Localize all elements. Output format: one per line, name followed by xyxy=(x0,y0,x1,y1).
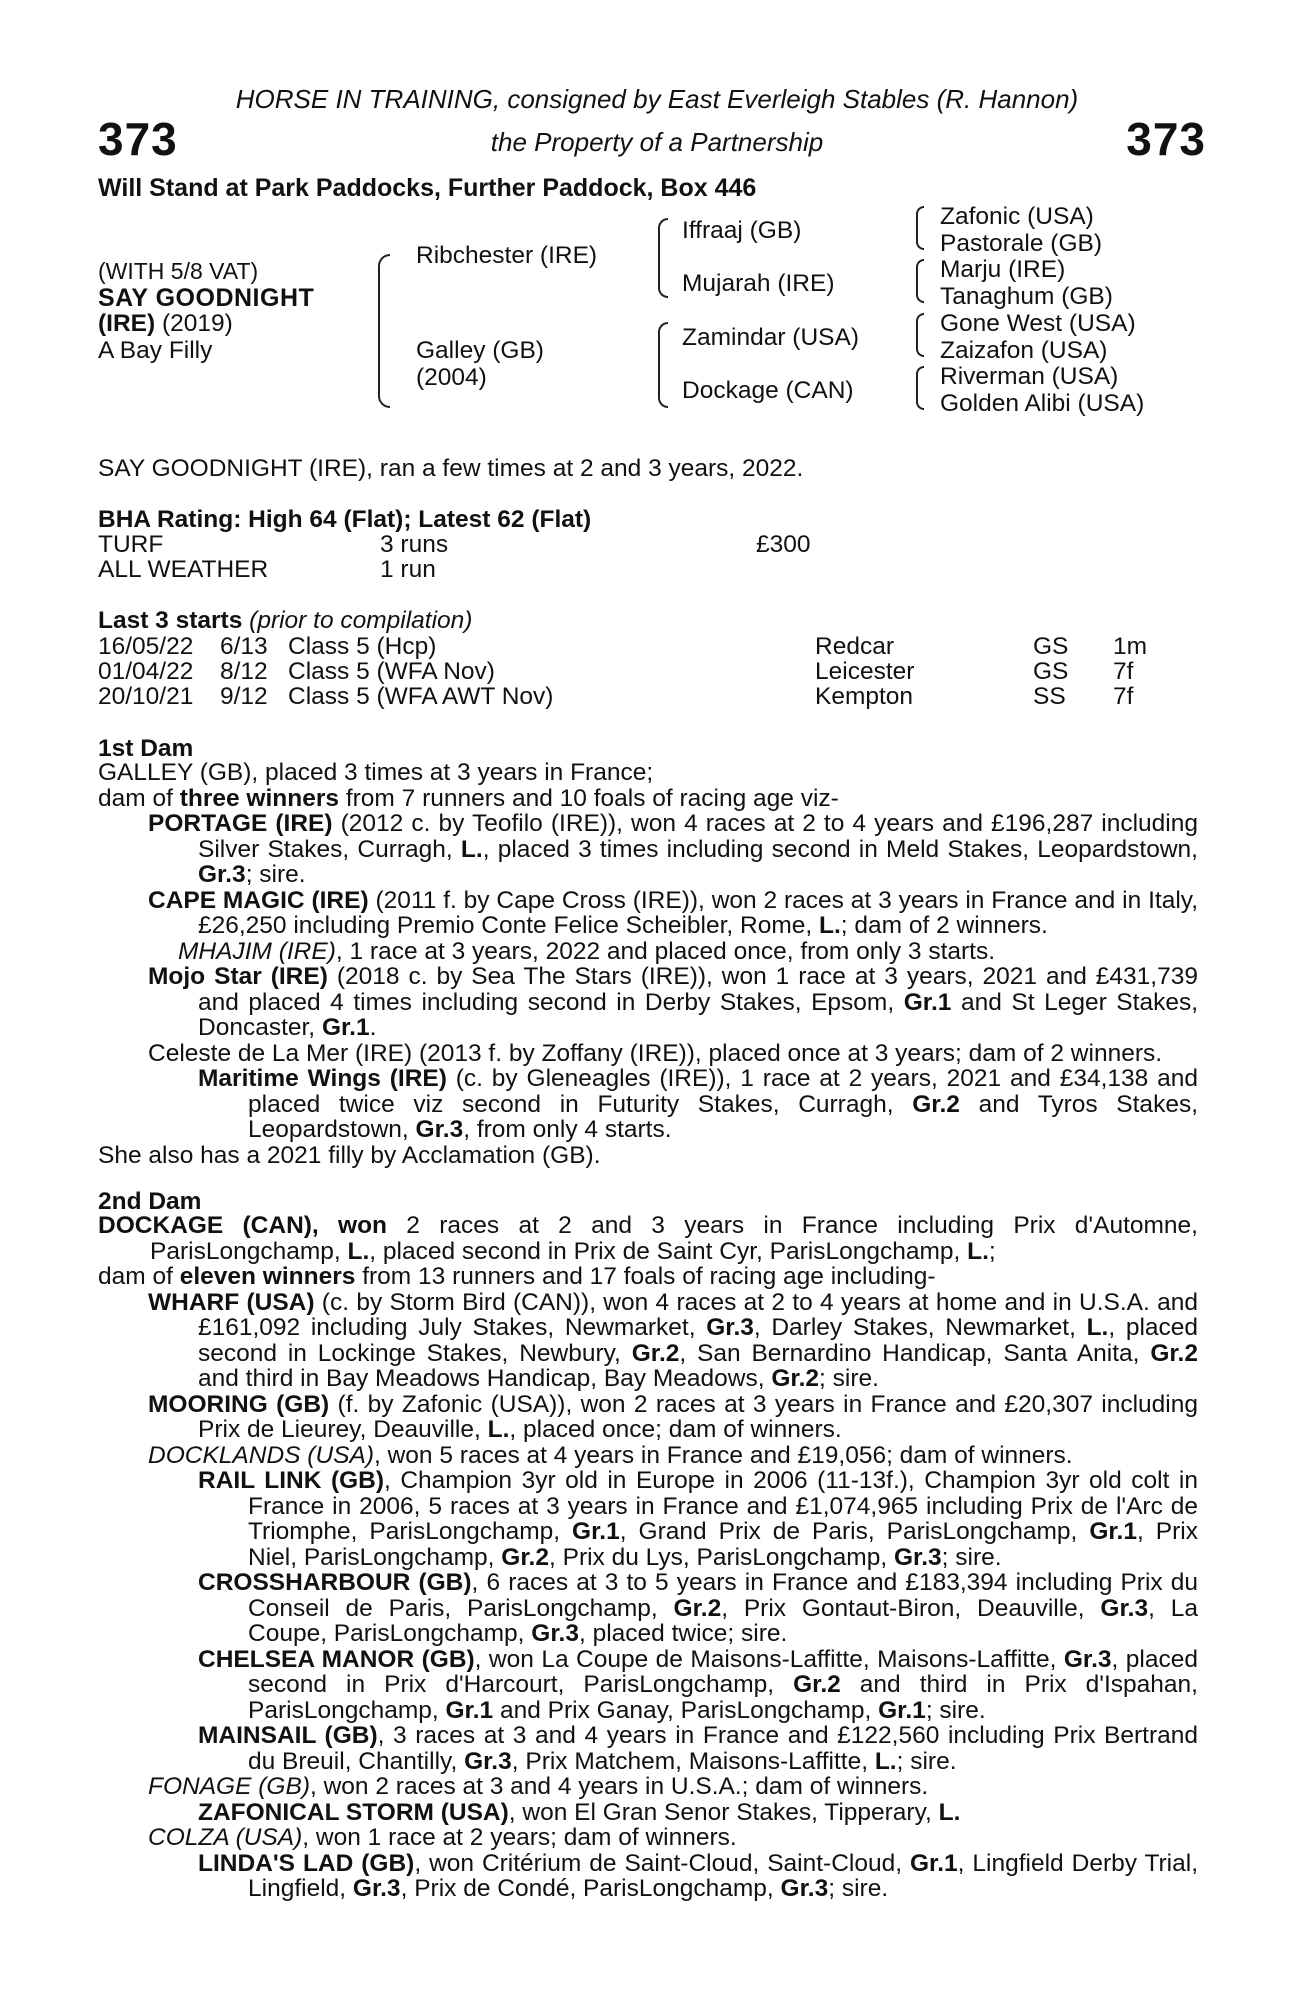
progeny-text: ; sire. xyxy=(828,1875,889,1902)
progeny-rail-link xyxy=(98,1468,1198,1570)
listed-mark: L. xyxy=(460,835,483,863)
progeny-name: MAINSAIL (GB) xyxy=(198,1722,378,1749)
pedigree-sire: Ribchester (IRE) xyxy=(416,242,598,269)
listed-mark: L. xyxy=(874,1747,897,1775)
progeny-text: ; sire. xyxy=(925,1696,986,1724)
horse-description: A Bay Filly xyxy=(98,337,213,364)
pedigree-g1: Zafonic (USA) xyxy=(940,203,1094,230)
progeny-text: , Prix Matchem, Maisons-Laffitte, xyxy=(511,1747,875,1775)
turf-label: TURF xyxy=(98,531,164,558)
progeny-fonage xyxy=(98,1774,1198,1800)
group-mark: Gr.2 xyxy=(771,1365,820,1392)
group-mark: Gr.3 xyxy=(464,1747,512,1775)
group-mark: Gr.3 xyxy=(198,861,246,888)
all-weather-row xyxy=(98,556,1198,582)
lot-number-right: 373 xyxy=(1126,113,1206,165)
pedigree-brace-dam xyxy=(658,322,668,408)
group-mark: Gr.1 xyxy=(903,988,952,1016)
progeny-text: , Darley Stakes, Newmarket, xyxy=(753,1314,1087,1341)
group-mark: Gr.3 xyxy=(1063,1645,1112,1673)
progeny-text: , Prix Niel, ParisLongchamp, xyxy=(248,1518,1198,1571)
property-line: the Property of a Partnership xyxy=(490,127,824,157)
dockage-line xyxy=(98,1213,1198,1264)
first-dam-section xyxy=(98,760,1198,1168)
second-dam-section xyxy=(98,1213,1198,1902)
progeny-text: ; sire. xyxy=(896,1747,957,1775)
second-dam-heading: 2nd Dam xyxy=(98,1188,202,1215)
group-mark: Gr.3 xyxy=(780,1875,829,1902)
horse-origin-year xyxy=(98,310,233,338)
progeny-name: MHAJIM (IRE) xyxy=(178,937,336,965)
progeny-text: , 3 races at 3 and 4 years in France and £122,560 including Prix Bertrand du Breuil, Chantilly, xyxy=(248,1722,1199,1775)
lot-number-left: 373 xyxy=(98,113,178,165)
group-mark: Gr.2 xyxy=(1150,1339,1198,1367)
listed-mark: L. xyxy=(967,1237,989,1265)
progeny-mooring xyxy=(98,1392,1198,1443)
progeny-text: , won 5 races at 4 years in France and £19,056; dam of winners. xyxy=(373,1441,1073,1469)
start-distance: 7f xyxy=(1113,683,1134,710)
pedigree-g2: Pastorale (GB) xyxy=(940,230,1103,257)
pedigree-g4: Tanaghum (GB) xyxy=(940,283,1113,310)
second-damof-line xyxy=(98,1264,1198,1290)
group-mark: Gr.1 xyxy=(1089,1518,1137,1545)
progeny-text: , La Coupe, ParisLongchamp, xyxy=(248,1594,1198,1647)
last-starts-heading xyxy=(98,607,472,635)
start-row xyxy=(98,683,1198,709)
damof-suffix: from 13 runners and 17 foals of racing age including- xyxy=(355,1263,936,1290)
progeny-text: , placed twice; sire. xyxy=(578,1620,788,1647)
progeny-text: (c. by Storm Bird (CAN)), won 4 races at 2 to 4 years at home and in U.S.A. and £161,092 including July Stakes, Newmarket, xyxy=(198,1288,1198,1341)
progeny-text: , 1 race at 3 years, 2022 and placed once, from only 3 starts. xyxy=(335,937,996,965)
group-mark: Gr.1 xyxy=(909,1849,958,1877)
pedigree-g8: Golden Alibi (USA) xyxy=(940,390,1145,417)
last-starts-title: Last 3 starts xyxy=(98,607,243,634)
start-race: Class 5 (WFA Nov) xyxy=(288,658,495,685)
progeny-name: CAPE MAGIC (IRE) xyxy=(148,886,369,914)
listed-mark: L. xyxy=(819,912,841,939)
progeny-celeste xyxy=(98,1041,1198,1067)
bha-rating: BHA Rating: High 64 (Flat); Latest 62 (Flat) xyxy=(98,506,592,533)
pedigree-g5: Gone West (USA) xyxy=(940,310,1136,337)
pedigree-brace-g56 xyxy=(916,313,924,357)
race-summary: SAY GOODNIGHT (IRE), ran a few times at 2 and 3 years, 2022. xyxy=(98,455,804,482)
pedigree-dam-dam: Dockage (CAN) xyxy=(682,377,854,404)
also-has-line: She also has a 2021 filly by Acclamation (GB). xyxy=(98,1141,601,1169)
progeny-mhajim xyxy=(98,939,1198,965)
dockage-text: 2 races at 2 and 3 years in France including Prix d'Automne, ParisLongchamp, xyxy=(150,1212,1198,1265)
progeny-name: Mojo Star (IRE) xyxy=(148,963,328,990)
progeny-text: , placed 3 times including second in Meld Stakes, Leopardstown, xyxy=(482,835,1198,863)
start-going: GS xyxy=(1033,658,1069,685)
progeny-text: . xyxy=(369,1014,377,1041)
progeny-text: , placed second in Prix d'Harcourt, ParisLongchamp, xyxy=(248,1645,1198,1698)
damof-prefix: dam of xyxy=(98,1263,180,1290)
pedigree-g7: Riverman (USA) xyxy=(940,363,1119,390)
first-dam-line1: GALLEY (GB), placed 3 times at 3 years in France; xyxy=(98,759,654,786)
progeny-portage xyxy=(98,811,1198,888)
progeny-text: , from only 4 starts. xyxy=(463,1116,672,1143)
progeny-name: RAIL LINK (GB) xyxy=(198,1467,385,1494)
progeny-wharf xyxy=(98,1290,1198,1392)
last-starts-note: (prior to compilation) xyxy=(242,607,473,634)
progeny-text: ; sire. xyxy=(819,1365,879,1392)
horse-name: SAY GOODNIGHT xyxy=(98,284,315,312)
pedigree-brace-g12 xyxy=(916,206,924,250)
progeny-text: , won 1 race at 2 years; dam of winners. xyxy=(302,1824,737,1851)
group-mark: Gr.1 xyxy=(572,1518,620,1545)
progeny-name: COLZA (USA) xyxy=(148,1824,303,1851)
consignor-line: HORSE IN TRAINING, consigned by East Everleigh Stables (R. Hannon) xyxy=(235,84,1079,114)
progeny-text: ; dam of 2 winners. xyxy=(840,912,1048,939)
progeny-name: PORTAGE (IRE) xyxy=(148,810,333,837)
progeny-text: , Prix du Lys, ParisLongchamp, xyxy=(548,1543,894,1571)
dockage-text: , placed second in Prix de Saint Cyr, ParisLongchamp, xyxy=(369,1237,968,1265)
progeny-cape-magic xyxy=(98,888,1198,939)
progeny-name: LINDA'S LAD (GB) xyxy=(198,1849,415,1877)
progeny-text: , won 2 races at 3 and 4 years in U.S.A.; dam of winners. xyxy=(309,1773,929,1800)
group-mark: Gr.1 xyxy=(878,1696,926,1724)
progeny-text: (2011 f. by Cape Cross (IRE)), won 2 races at 3 years in France and in Italy, £26,250 including Premio Conte Felice Scheibler, Rome, xyxy=(198,886,1199,939)
progeny-mojo-star xyxy=(98,964,1198,1041)
group-mark: Gr.3 xyxy=(893,1543,942,1571)
pedigree-dam-sire: Zamindar (USA) xyxy=(682,324,859,351)
pedigree-g3: Marju (IRE) xyxy=(940,256,1066,283)
winners-count: three winners xyxy=(179,784,340,812)
progeny-lindas-lad xyxy=(98,1851,1198,1902)
progeny-text: (2018 c. by Sea The Stars (IRE)), won 1 race at 3 years, 2021 and £431,739 and placed 4 times including second in Derby Stakes, Epsom, xyxy=(198,963,1198,1016)
progeny-text: , Prix Gontaut-Biron, Deauville, xyxy=(721,1594,1101,1622)
progeny-name: Maritime Wings (IRE) xyxy=(198,1065,447,1092)
progeny-text: , San Bernardino Handicap, Santa Anita, xyxy=(679,1339,1151,1367)
group-mark: Gr.2 xyxy=(793,1671,841,1698)
progeny-name: MOORING (GB) xyxy=(148,1390,330,1418)
first-dam-heading: 1st Dam xyxy=(98,735,194,762)
start-date: 01/04/22 xyxy=(98,658,194,685)
aw-label: ALL WEATHER xyxy=(98,556,269,583)
dockage-text: ; xyxy=(988,1237,996,1265)
group-mark: Gr.3 xyxy=(415,1116,464,1143)
progeny-text: , Champion 3yr old in Europe in 2006 (11-13f.), Champion 3yr old colt in France in 2006, 5 races at 3 years in France and £1,074,965 including Prix de l'Arc de Triomphe, ParisLongchamp, xyxy=(248,1467,1198,1545)
listed-mark: L. xyxy=(347,1237,370,1265)
progeny-text: , placed second in Lockinge Stakes, Newbury, xyxy=(198,1314,1199,1367)
start-position: 9/12 xyxy=(220,683,268,710)
progeny-name: CROSSHARBOUR (GB) xyxy=(198,1569,472,1596)
vat-note: (WITH 5/8 VAT) xyxy=(98,258,259,284)
progeny-name: FONAGE (GB) xyxy=(148,1773,310,1800)
dockage-won: , won xyxy=(311,1212,388,1239)
stand-location: Will Stand at Park Paddocks, Further Paddock, Box 446 xyxy=(98,174,757,202)
dockage-name: DOCKAGE (CAN) xyxy=(98,1212,312,1239)
group-mark: Gr.3 xyxy=(1100,1594,1149,1622)
progeny-text: ; sire. xyxy=(245,861,306,888)
start-race: Class 5 (WFA AWT Nov) xyxy=(288,683,554,710)
listed-mark: L. xyxy=(487,1416,510,1443)
progeny-text: and St Leger Stakes, Doncaster, xyxy=(198,988,1199,1041)
start-race: Class 5 (Hcp) xyxy=(288,633,437,660)
pedigree-g6: Zaizafon (USA) xyxy=(940,337,1108,364)
progeny-text: , placed once; dam of winners. xyxy=(509,1416,842,1443)
progeny-text: , won La Coupe de Maisons-Laffitte, Maisons-Laffitte, xyxy=(474,1645,1064,1673)
damof-prefix: dam of xyxy=(98,784,180,812)
group-mark: Gr.2 xyxy=(501,1543,549,1571)
damof-suffix: from 7 runners and 10 foals of racing age viz- xyxy=(339,784,839,812)
group-mark: Gr.1 xyxy=(445,1696,494,1724)
progeny-name: CHELSEA MANOR (GB) xyxy=(198,1645,475,1673)
horse-country: (IRE) xyxy=(98,310,156,337)
start-date: 20/10/21 xyxy=(98,683,194,710)
progeny-docklands xyxy=(98,1443,1198,1469)
group-mark: Gr.3 xyxy=(352,1875,401,1902)
pedigree-sire-sire: Iffraaj (GB) xyxy=(682,217,802,244)
horse-year: (2019) xyxy=(155,310,233,337)
progeny-text: , Grand Prix de Paris, ParisLongchamp, xyxy=(619,1518,1090,1545)
turf-row xyxy=(98,531,1198,557)
turf-runs: 3 runs xyxy=(380,531,449,558)
group-mark: Gr.2 xyxy=(631,1339,680,1367)
progeny-text: (2012 c. by Teofilo (IRE)), won 4 races at 2 to 4 years and £196,287 including Silver Stakes, Curragh, xyxy=(198,810,1198,863)
pedigree-dam: Galley (GB) xyxy=(416,337,544,364)
progeny-maritime-wings xyxy=(98,1066,1198,1143)
turf-prize: £300 xyxy=(756,531,811,558)
progeny-text: Celeste de La Mer (IRE) (2013 f. by Zoffany (IRE)), placed once at 3 years; dam of 2 winners. xyxy=(148,1039,1163,1067)
progeny-text: and Tyros Stakes, Leopardstown, xyxy=(248,1090,1198,1143)
progeny-text: (f. by Zafonic (USA)), won 2 races at 3 years in France and £20,307 including Prix de Lieurey, Deauville, xyxy=(198,1390,1199,1443)
progeny-text: and Prix Ganay, ParisLongchamp, xyxy=(493,1696,879,1724)
start-position: 6/13 xyxy=(220,633,268,660)
progeny-chelsea-manor xyxy=(98,1647,1198,1724)
progeny-text: (c. by Gleneagles (IRE)), 1 race at 2 years, 2021 and £34,138 and placed twice viz second in Futurity Stakes, Curragh, xyxy=(248,1065,1198,1118)
progeny-crossharbour xyxy=(98,1570,1198,1647)
progeny-name: ZAFONICAL STORM (USA) xyxy=(198,1798,509,1826)
start-position: 8/12 xyxy=(220,658,268,685)
start-going: GS xyxy=(1033,633,1069,660)
start-going: SS xyxy=(1033,683,1066,710)
group-mark: Gr.3 xyxy=(706,1314,754,1341)
group-mark: Gr.2 xyxy=(673,1594,722,1622)
progeny-text: , won El Gran Senor Stakes, Tipperary, xyxy=(508,1798,939,1826)
pedigree-sire-dam: Mujarah (IRE) xyxy=(682,270,835,297)
listed-mark: L. xyxy=(938,1798,961,1826)
progeny-text: , 6 races at 3 to 5 years in France and £183,394 including Prix du Conseil de Paris, ParisLongchamp, xyxy=(248,1569,1199,1622)
progeny-zafonical-storm xyxy=(98,1800,1198,1826)
progeny-text: , won Critérium de Saint-Cloud, Saint-Cloud, xyxy=(414,1849,910,1877)
pedigree-dam-year: (2004) xyxy=(416,364,487,391)
pedigree-brace-sire xyxy=(658,218,668,298)
pedigree-brace-g78 xyxy=(916,366,924,410)
start-date: 16/05/22 xyxy=(98,633,194,660)
progeny-text: and third in Prix d'Ispahan, ParisLongchamp, xyxy=(248,1671,1198,1724)
start-course: Leicester xyxy=(815,658,915,685)
group-mark: Gr.3 xyxy=(531,1620,579,1647)
progeny-text: , Lingfield Derby Trial, Lingfield, xyxy=(248,1849,1199,1902)
progeny-name: WHARF (USA) xyxy=(148,1288,315,1316)
start-distance: 1m xyxy=(1113,633,1148,660)
start-course: Redcar xyxy=(815,633,894,660)
aw-runs: 1 run xyxy=(380,556,436,583)
winners-count: eleven winners xyxy=(179,1263,356,1290)
start-course: Kempton xyxy=(815,683,914,710)
progeny-text: ; sire. xyxy=(941,1543,1002,1571)
progeny-colza xyxy=(98,1825,1198,1851)
group-mark: Gr.1 xyxy=(321,1014,370,1041)
progeny-text: , Prix de Condé, ParisLongchamp, xyxy=(400,1875,781,1902)
pedigree-brace-main xyxy=(378,254,390,408)
progeny-text: and third in Bay Meadows Handicap, Bay Meadows, xyxy=(198,1365,772,1392)
listed-mark: L. xyxy=(1086,1314,1109,1341)
start-row xyxy=(98,658,1198,684)
start-row xyxy=(98,633,1198,659)
progeny-name: DOCKLANDS (USA) xyxy=(148,1441,374,1469)
pedigree-brace-g34 xyxy=(916,259,924,303)
group-mark: Gr.2 xyxy=(912,1090,960,1118)
progeny-mainsail xyxy=(98,1723,1198,1774)
first-dam-line2 xyxy=(98,786,1198,812)
start-distance: 7f xyxy=(1113,658,1134,685)
